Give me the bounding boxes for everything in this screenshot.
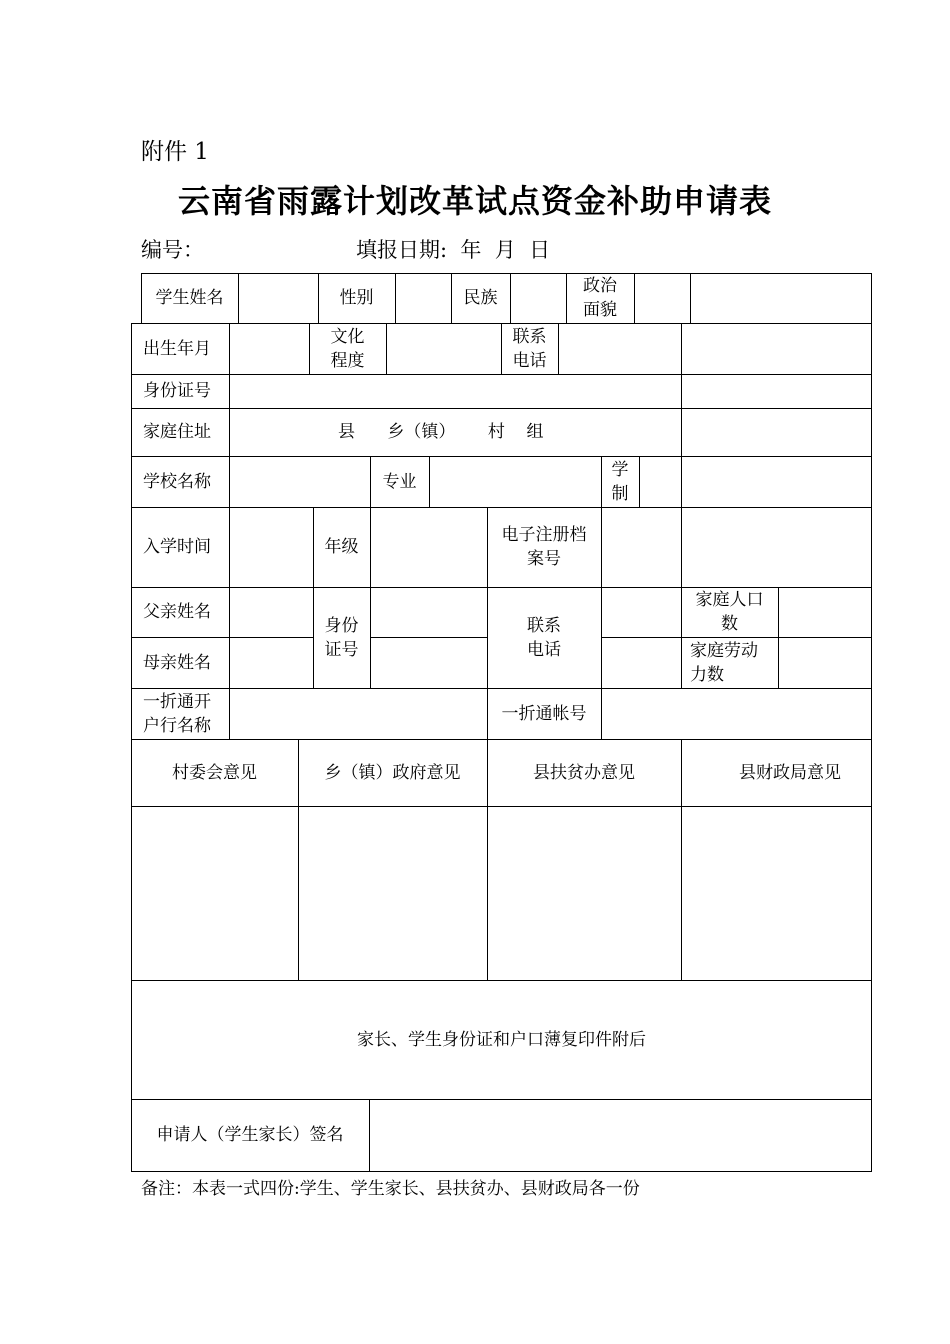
parent-phone-label [487,587,601,688]
ethnicity-label: 民族 [463,288,498,308]
education-level-label [309,323,386,374]
student-phone-label [501,323,558,374]
student-name-label: 学生姓名 [155,288,224,308]
household-size-line1: 家庭人口 [695,590,764,610]
study-duration-line2: 制 [611,483,629,504]
account-number-label: 一折通帐号 [501,703,587,724]
home-address-template: 县 乡（镇） 村 组 [338,422,544,442]
village-opinion-box[interactable] [131,806,298,980]
township-government-opinion-label: 乡（镇）政府意见 [324,762,461,783]
enrollment-time-label: 入学时间 [143,537,211,557]
labor-force-label [681,637,778,688]
mother-name-label: 母亲姓名 [143,652,211,673]
birth-date-label: 出生年月 [143,338,211,359]
study-duration-label [601,456,639,507]
major-label: 专业 [382,471,417,492]
fill-date-label: 填报日期: 年 月 日 [356,238,551,262]
labor-force-line1: 家庭劳动 [690,640,758,661]
remark-note: 备注：本表一式四份:学生、学生家长、县扶贫办、县财政局各一份 [141,1179,640,1199]
bank-name-line2: 户行名称 [143,715,211,736]
village-committee-opinion-label: 村委会意见 [172,762,257,783]
education-line2: 程度 [330,350,365,371]
e-registration-line2: 案号 [527,549,561,569]
bank-name-line1: 一折通开 [143,691,211,712]
parent-id-line2: 证号 [324,639,359,660]
county-poverty-office-opinion-label: 县扶贫办意见 [533,762,635,783]
gender-label: 性别 [339,288,374,308]
id-number-label: 身份证号 [143,381,211,401]
attachment-label: 附件 1 [141,139,209,165]
education-line1: 文化 [330,326,365,347]
serial-number-label: 编号： [141,238,204,262]
page-title: 云南省雨露计划改革试点资金补助申请表 [177,182,772,220]
applicant-signature-field[interactable] [369,1099,871,1171]
school-name-label: 学校名称 [143,471,211,492]
household-size-label [681,587,778,637]
political-status-label [566,273,634,323]
home-address-label: 家庭住址 [143,422,211,442]
e-registration-line1: 电子注册档 [501,525,587,545]
father-name-label: 父亲姓名 [143,602,211,622]
e-registration-number-label [487,507,601,587]
finance-bureau-opinion-box[interactable] [681,806,871,980]
parent-phone-line2: 电话 [527,639,561,660]
household-size-line2: 数 [721,614,738,634]
township-opinion-box[interactable] [298,806,487,980]
labor-force-line2: 力数 [690,664,724,685]
parent-phone-line1: 联系 [527,615,561,636]
poverty-office-opinion-box[interactable] [487,806,681,980]
political-status-line1: 政治 [583,276,617,296]
bank-name-label [131,688,229,739]
id-copies-attached-note: 家长、学生身份证和户口薄复印件附后 [357,1029,646,1050]
student-phone-line2: 电话 [512,350,547,371]
grade-label: 年级 [324,537,359,557]
student-phone-line1: 联系 [512,326,547,347]
county-finance-bureau-opinion-label: 县财政局意见 [739,762,841,783]
applicant-signature-label: 申请人（学生家长）签名 [156,1125,344,1145]
political-status-line2: 面貌 [583,300,617,320]
study-duration-line1: 学 [611,459,629,480]
parent-id-label [313,587,370,688]
parent-id-line1: 身份 [324,615,359,636]
